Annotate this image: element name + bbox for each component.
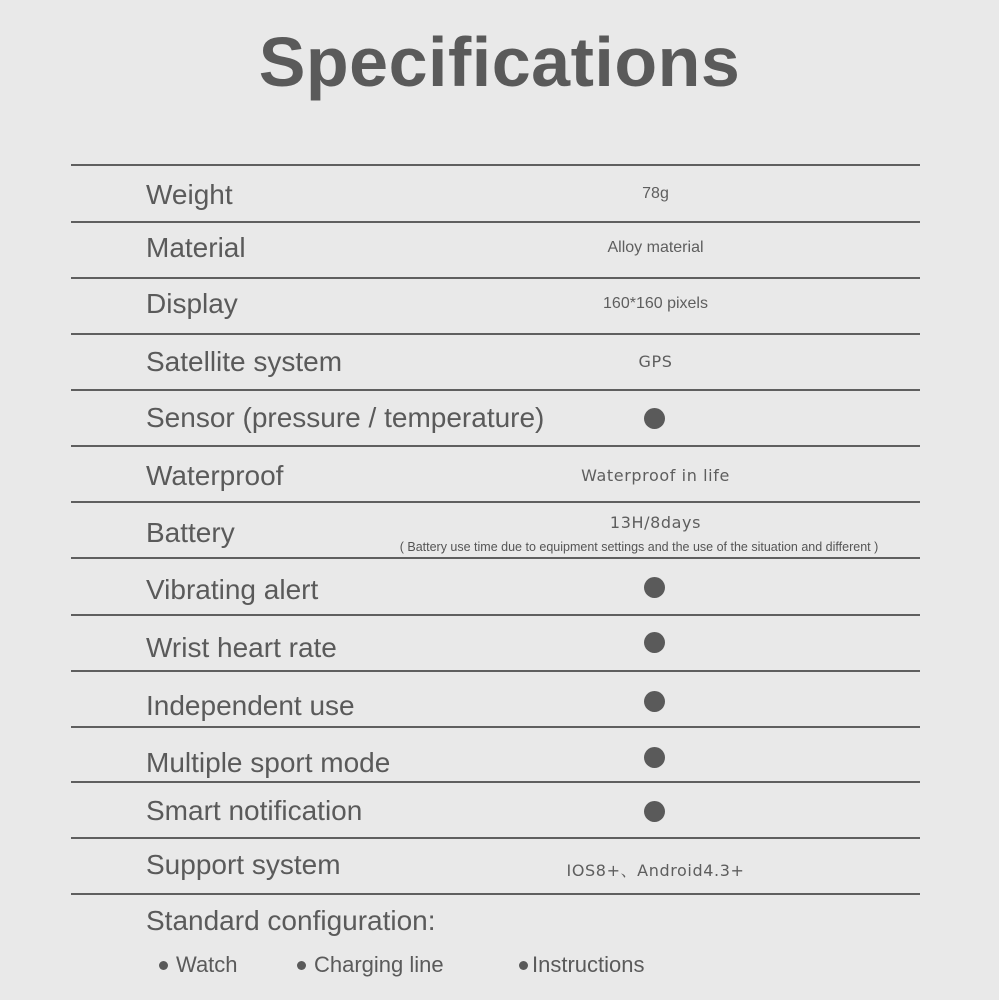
spec-row-multiple-sport-mode — [71, 728, 920, 781]
bullet-icon — [297, 961, 306, 970]
spec-row-material — [71, 223, 920, 277]
spec-label: Sensor (pressure / temperature) — [146, 402, 545, 433]
table-bottom-divider — [71, 893, 920, 895]
page-title: Specifications — [258, 23, 741, 101]
spec-label: Waterproof — [146, 460, 284, 491]
spec-row-independent-use — [71, 672, 920, 726]
spec-row-weight — [71, 166, 920, 221]
spec-label: Independent use — [146, 690, 355, 721]
spec-label: Vibrating alert — [146, 574, 319, 605]
feature-supported-dot — [644, 747, 665, 768]
spec-label: Material — [146, 232, 246, 263]
spec-row-waterproof — [71, 447, 920, 501]
spec-row-smart-notification — [71, 783, 920, 837]
bullet-icon — [519, 961, 528, 970]
config-item-label: Charging line — [314, 952, 444, 977]
spec-value: IOS8+、Android4.3+ — [566, 861, 745, 880]
spec-label: Display — [146, 288, 238, 319]
spec-label: Weight — [146, 179, 233, 210]
spec-label: Support system — [146, 849, 341, 880]
config-item-charging-line — [297, 952, 444, 978]
feature-supported-dot — [644, 801, 665, 822]
feature-supported-dot — [644, 691, 665, 712]
bullet-icon — [159, 961, 168, 970]
battery-note: ( Battery use time due to equipment settings and the use of the situation and different ) — [399, 540, 879, 554]
spec-label: Wrist heart rate — [146, 632, 337, 663]
spec-value: Waterproof in life — [581, 466, 730, 485]
spec-row-satellite-system — [71, 335, 920, 389]
spec-row-battery — [71, 503, 920, 557]
feature-supported-dot — [644, 577, 665, 598]
spec-label: Smart notification — [146, 795, 363, 826]
feature-supported-dot — [644, 408, 665, 429]
spec-value: Alloy material — [607, 239, 704, 256]
spec-value: 13H/8days — [609, 513, 702, 532]
spec-label: Multiple sport mode — [146, 747, 391, 778]
spec-label: Satellite system — [146, 346, 343, 377]
spec-value: 78g — [642, 185, 669, 202]
feature-supported-dot — [644, 632, 665, 653]
spec-row-sensor — [71, 391, 920, 445]
spec-row-vibrating-alert — [71, 559, 920, 614]
spec-value: GPS — [638, 352, 673, 371]
spec-row-wrist-heart-rate — [71, 616, 920, 670]
spec-row-support-system — [71, 839, 920, 893]
config-item-instructions — [519, 952, 645, 978]
standard-configuration-heading: Standard configuration: — [146, 905, 436, 936]
config-item-label: Watch — [176, 952, 238, 977]
spec-label: Battery — [146, 517, 235, 548]
spec-row-display — [71, 279, 920, 333]
spec-value: 160*160 pixels — [603, 295, 708, 312]
config-item-watch — [159, 952, 238, 978]
config-item-label: Instructions — [532, 952, 645, 977]
